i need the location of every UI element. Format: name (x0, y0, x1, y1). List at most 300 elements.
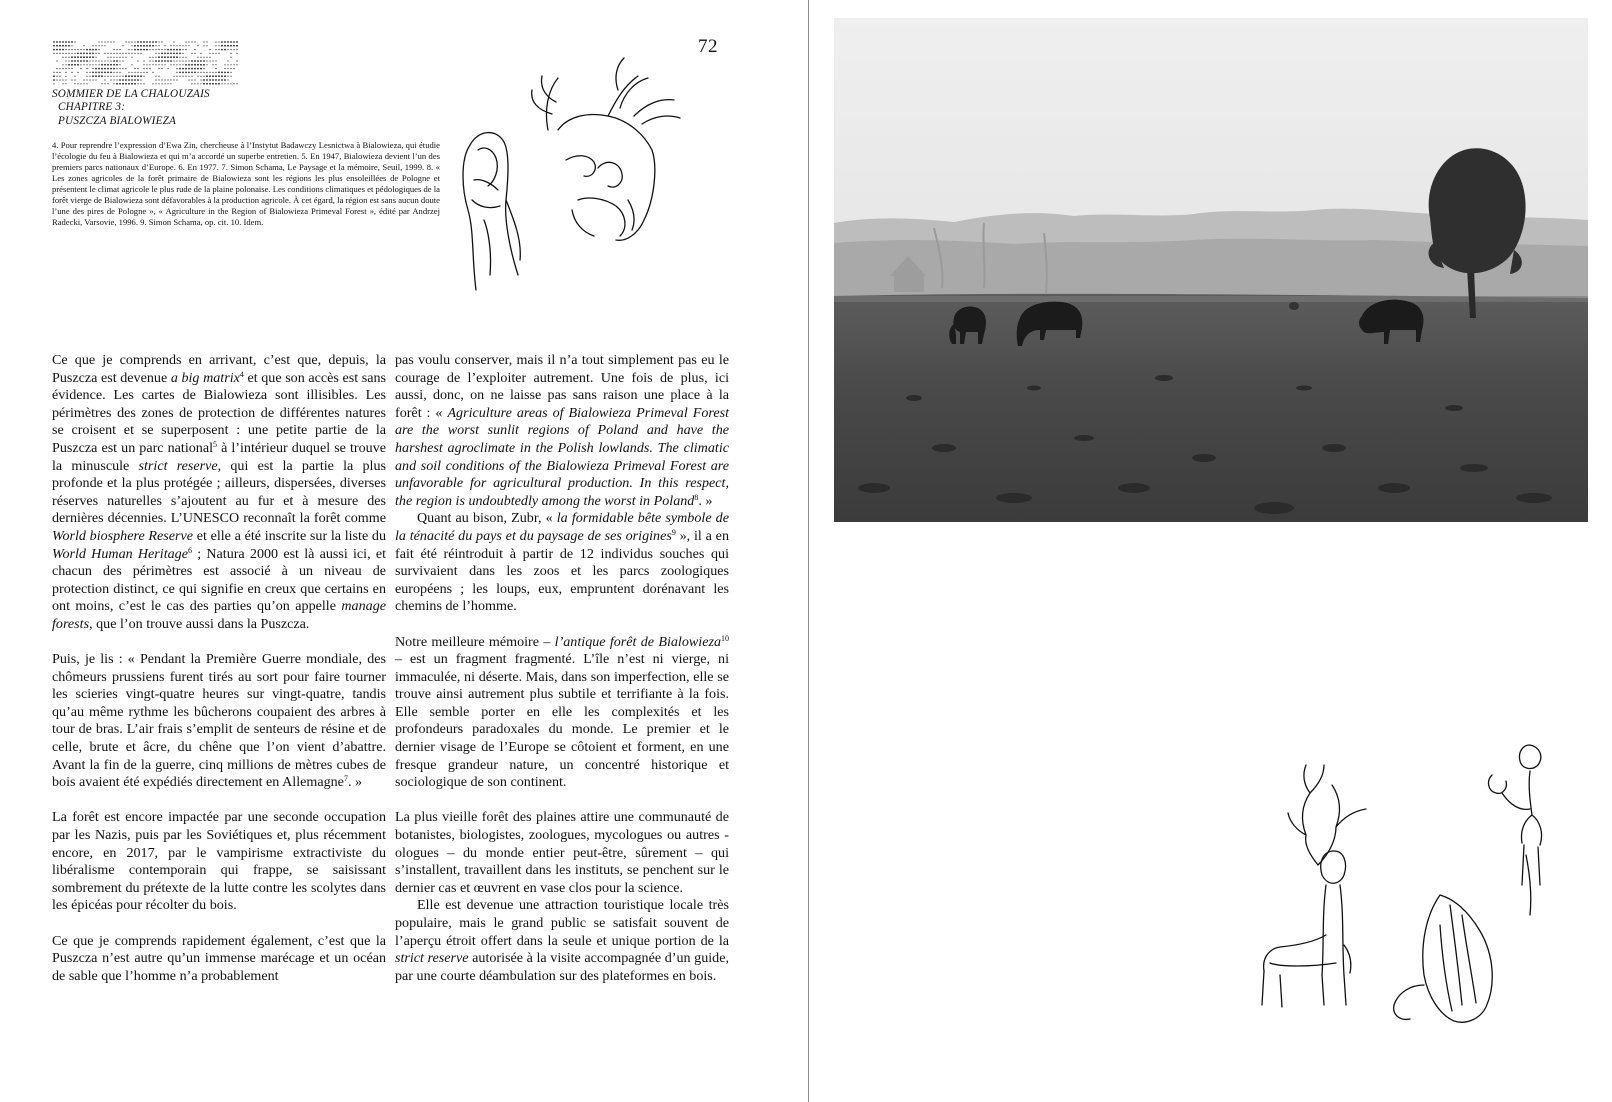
logo-dot (113, 41, 114, 42)
logo-dot (137, 49, 139, 51)
logo-dot (158, 83, 159, 84)
logo-dot (110, 64, 112, 66)
italic-run: manage forests (52, 598, 386, 632)
logo-dot (80, 49, 81, 50)
logo-dot (143, 60, 144, 61)
logo-dot (140, 41, 142, 43)
paragraph: La plus vieille forêt des plaines attire une communauté de botanistes, biologistes, zoologues, mycologues ou autres -ologues – du monde entier peut-être, sûrement – qui s’installent, travaillent dans les instituts, se penchent sur le dernier cas et œuvrent en vase clos pour la science. (395, 809, 729, 896)
logo-dot (119, 60, 120, 61)
logo-dot (101, 60, 102, 61)
logo-dot (110, 68, 112, 70)
logo-dot (113, 53, 114, 54)
logo-dot (173, 64, 174, 65)
logo-dot (122, 68, 123, 69)
logo-dot (59, 76, 60, 77)
logo-dot (176, 60, 177, 61)
logo-dot (98, 45, 99, 46)
logo-dot (71, 60, 73, 62)
logo-dot (197, 76, 198, 77)
logo-dot (125, 75, 127, 77)
logo-dot (107, 53, 108, 54)
logo-dot (128, 72, 129, 73)
logo-dot (86, 49, 88, 51)
logo-dot (74, 83, 75, 84)
logo-dot (65, 64, 66, 65)
logo-dot (206, 45, 207, 46)
logo-dot (233, 41, 235, 43)
footnotes-text: 4. Pour reprendre l’expression d’Ewa Zin, chercheuse à l’Instytut Badawczy Lesnictwa à Bialowieza, qui étudie l’écologie du feu à Bialowieza et qui m’a accordé un superbe entretien. 5. En 1947, Bialowieza devient l’un des premiers parcs nationaux d’Europe. 6. En 1977. 7. Simon Schama, Le Paysage et la mémoire, Seuil, 1999. 8. « Les zones agricoles de la forêt primaire de Bialowieza sont les régions les plus ensoleillées de Pologne et présentent le climat agricole le plus rude de la plaine polonaise. Les conditions climatiques et pédologiques de la forêt vierge de Bialowieza sont défavorables à la production agricole. À cet égard, la région est sans aucun doute l’une des pires de Pologne », « Agriculture in the Region of Bialowieza Primeval Forest », édité par Andrzej Radecki, Varsovie, 1996. 9. Simon Schama, op. cit. 10. Idem. (52, 140, 440, 227)
logo-dot (167, 49, 169, 51)
logo-dot (74, 60, 76, 62)
logo-dot (200, 68, 202, 70)
logo-dot (116, 64, 118, 66)
logo-dot (104, 72, 106, 74)
logo-dot (221, 49, 223, 51)
logo-dot (203, 79, 205, 81)
logo-dot (176, 68, 177, 69)
logo-dot (59, 41, 61, 43)
logo-dot (227, 41, 229, 43)
logo-dot (194, 83, 195, 84)
logo-dot (137, 41, 139, 43)
logo-dot (53, 41, 55, 43)
logo-dot (191, 53, 192, 54)
logo-dot (143, 64, 144, 65)
logo-dot (191, 41, 192, 42)
logo-dot (92, 45, 93, 46)
logo-dot (119, 53, 120, 54)
logo-dot (149, 68, 150, 69)
logo-dot (182, 49, 183, 50)
logo-dot (140, 75, 142, 77)
logo-dot (224, 83, 225, 84)
logo-dot (56, 72, 57, 73)
logo-dot (161, 79, 162, 80)
logo-dot (77, 60, 79, 62)
logo-dot (215, 68, 216, 69)
logo-dot (212, 75, 214, 77)
logo-dot (182, 57, 183, 58)
logo-dot (215, 79, 217, 81)
logo-dot (65, 83, 66, 84)
logo-dot (89, 76, 90, 77)
logo-dot (140, 79, 141, 80)
logo-dot (62, 64, 63, 65)
logo-dot (68, 64, 70, 66)
logo-dot (170, 56, 172, 58)
logo-dot (161, 49, 162, 50)
logo-dot (95, 60, 96, 61)
logo-dot (113, 79, 114, 80)
text-run: », il a en fait été réintroduit à partir de 12 individus souches qui survivaient dans les zoos et les parcs zoologiques européens ; les loups, eux, empruntent dorénavant les chemins de l’homme. (395, 527, 729, 615)
logo-dot (125, 83, 127, 85)
logo-dot (65, 45, 67, 47)
logo-dot (215, 64, 216, 65)
logo-dot (149, 41, 151, 43)
logo-dot (191, 76, 192, 77)
logo-dot (110, 57, 111, 58)
logo-dot (167, 79, 168, 80)
logo-dot (215, 75, 217, 77)
logo-dot (53, 53, 54, 54)
logo-dot (224, 49, 226, 51)
logo-dot (143, 45, 145, 47)
logo-dot (92, 68, 93, 69)
logo-dot (137, 60, 138, 61)
logo-dot (98, 75, 100, 77)
logo-dot (128, 83, 130, 85)
logo-dot (185, 57, 186, 58)
logo-dot (110, 53, 111, 54)
logo-dot (143, 83, 144, 84)
logo-dot (71, 53, 72, 54)
logo-dot (71, 45, 72, 46)
logo-dot (221, 83, 222, 84)
logo-dot (95, 53, 96, 54)
logo-dot (107, 41, 108, 42)
logo-dot (86, 79, 87, 80)
text-run: pas voulu conserver, mais il n’a tout simplement pas eu le courage de l’exploiter autrement. Une fois de plus, ici aussi, donc, on ne laisse pas sans raison une place à la forêt : « (395, 352, 729, 421)
logo-dot (188, 68, 190, 70)
logo-dot (74, 53, 75, 54)
logo-dot (161, 68, 162, 69)
logo-dot (152, 41, 154, 43)
logo-dot (110, 41, 111, 42)
logo-dot (176, 64, 177, 65)
logo-dot (152, 72, 153, 73)
chapter-header (52, 88, 210, 128)
logo-dot (203, 83, 205, 85)
logo-dot (158, 60, 160, 62)
logo-dot (89, 56, 91, 58)
logo-dot (203, 45, 204, 46)
moose-face-sketch-icon (448, 50, 708, 305)
logo-dot (140, 45, 142, 47)
logo-dot (191, 79, 192, 80)
footnote-ref: 9 (671, 527, 676, 537)
logo-dot (113, 64, 115, 66)
logo-dot (68, 45, 70, 47)
text-run: – est un fragment fragmenté. L’île n’est ni vierge, ni immaculée, ni déserte. Mais, dans son imperfection, elle se trouve ainsi autrement plus subtile et terrifiante à la fois. Elle semble porter en elle les complexités et les profondeurs paradoxales du monde. Le premier et le dernier visage de l’Europe se côtoient et forment, en une fresque grandeur nature, un concentré historique et sociologique de son continent. (395, 651, 729, 791)
logo-dot (107, 76, 108, 77)
logo-dot (53, 49, 55, 51)
logo-dot (134, 68, 135, 69)
logo-dot (104, 60, 105, 61)
logo-dot (101, 64, 103, 66)
logo-dot (74, 56, 76, 58)
logo-dot (236, 49, 237, 50)
logo-dot (98, 72, 100, 74)
logo-dot (191, 60, 193, 62)
logo-dot (167, 83, 168, 84)
logo-dot (104, 64, 106, 66)
logo-dot (197, 72, 198, 73)
logo-dot (107, 64, 109, 66)
logo-dot (53, 72, 54, 73)
logo-dot (92, 72, 94, 74)
logo-dot (116, 57, 117, 58)
logo-dot (98, 64, 99, 65)
logo-dot (65, 49, 66, 50)
logo-dot (203, 64, 205, 66)
logo-dot (59, 49, 61, 51)
logo-dot (155, 57, 156, 58)
logo-dot (191, 83, 192, 84)
logo-dot (56, 76, 57, 77)
footnotes (52, 140, 440, 228)
logo-dot (155, 79, 156, 80)
footnote-ref: 4 (239, 369, 244, 379)
logo-dot (92, 56, 94, 58)
logo-dot (203, 57, 204, 58)
logo-dot (86, 56, 88, 58)
logo-dot (185, 45, 186, 46)
footnote-ref: 6 (187, 545, 192, 555)
logo-dot (164, 56, 166, 58)
logo-dot (152, 64, 153, 65)
logo-dot (176, 45, 177, 46)
logo-dot (158, 53, 159, 54)
logo-dot (137, 79, 139, 81)
paragraph (395, 352, 729, 510)
logo-dot (227, 83, 228, 84)
logo-dot (206, 79, 208, 81)
logo-dot (194, 79, 195, 80)
logo-dot (158, 56, 160, 58)
logo-dot (131, 72, 132, 73)
logo-dot (221, 75, 223, 77)
logo-dot (149, 60, 150, 61)
logo-dot (80, 83, 81, 84)
logo-dot (200, 64, 202, 66)
logo-dot (194, 49, 195, 50)
logo-dot (143, 68, 144, 69)
logo-dot (80, 60, 82, 62)
logo-dot (158, 76, 159, 77)
logo-dot (71, 72, 72, 73)
logo-dot (101, 83, 102, 84)
logo-dot (236, 60, 237, 61)
italic-run: strict reserve (138, 457, 218, 474)
text-run: Elle est devenue une attraction touristique locale très populaire, mais le grand public se satisfait souvent de l’aperçu étroit offert dans la seule et unique portion de la (395, 897, 729, 949)
logo-dot (98, 53, 99, 54)
logo-dot (197, 64, 199, 66)
logo-dot (68, 53, 69, 54)
logo-dot (137, 45, 139, 47)
logo-dot (227, 76, 228, 77)
text-column-2 (395, 352, 729, 985)
header-line-chapter: CHAPITRE 3: (58, 101, 126, 114)
logo-dot (197, 45, 198, 46)
logo-dot (62, 49, 64, 51)
paragraph (395, 897, 729, 985)
logo-dot (116, 49, 117, 50)
italic-run: Agriculture areas of Bialowieza Primeval Forest are the worst sunlit regions of Poland and have the harshest agroclimate in the Polish lowlands. The climatic and soil conditions of the Bialowieza Primeval Forest are unfavorable for agricultural production. In this respect, the region is undoubtedly among the worst in Poland (395, 404, 729, 509)
logo-dot (155, 45, 156, 46)
logo-dot (56, 79, 57, 80)
logo-dot (233, 68, 234, 69)
logo-dot (86, 60, 88, 62)
logo-dot (188, 60, 189, 61)
logo-dot (233, 49, 234, 50)
logo-dot (137, 68, 138, 69)
logo-dot (92, 79, 93, 80)
logo-dot (113, 83, 114, 84)
italic-run: la formidable bête symbole de la ténacité du pays et du paysage de ses origines (395, 510, 729, 544)
logo-dot (89, 53, 91, 55)
logo-dot (176, 56, 178, 58)
logo-dot (62, 53, 63, 54)
dotted-wordmark-icon (52, 40, 240, 88)
logo-dot (131, 79, 133, 81)
logo-dot (215, 49, 216, 50)
logo-dot (200, 83, 201, 84)
logo-dot (134, 41, 135, 42)
logo-dot (128, 79, 130, 81)
logo-dot (104, 83, 105, 84)
footnote-ref: 8 (694, 492, 699, 502)
logo-dot (209, 53, 210, 54)
paragraph: Ce que je comprends rapidement également, c’est que la Puszcza n’est autre qu’un immense marécage et un océan de sable que l’homme n’a probablement (52, 932, 386, 984)
logo-dot (128, 53, 129, 54)
logo-dot (59, 68, 60, 69)
logo-dot (125, 41, 126, 42)
logo-dot (122, 60, 123, 61)
logo-dot (194, 41, 195, 42)
logo-dot (119, 72, 120, 73)
logo-dot (128, 49, 129, 50)
logo-dot (149, 49, 150, 50)
logo-dot (209, 83, 211, 85)
paragraph (52, 651, 386, 792)
logo-dot (146, 64, 147, 65)
logo-dot (113, 68, 115, 70)
logo-dot (176, 49, 178, 51)
logo-dot (203, 41, 204, 42)
logo-dot (170, 83, 171, 84)
logo-dot (56, 49, 58, 51)
logo-dot (146, 45, 148, 47)
logo-dot (86, 83, 87, 84)
logo-dot (164, 79, 165, 80)
logo-dot (206, 60, 207, 61)
italic-run: strict reserve (395, 950, 469, 967)
logo-dot (134, 53, 135, 54)
logo-dot (113, 57, 114, 58)
logo-dot (152, 83, 153, 84)
logo-dot (101, 68, 103, 70)
logo-dot (155, 53, 156, 54)
logo-dot (56, 60, 57, 61)
logo-dot (158, 79, 159, 80)
logo-dot (233, 45, 235, 47)
text-run: . » (698, 492, 713, 509)
logo-dot (83, 53, 85, 55)
logo-dot (71, 68, 72, 69)
logo-dot (143, 76, 144, 77)
text-run: . » (347, 774, 363, 791)
logo-dot (152, 57, 153, 58)
logo-dot (59, 45, 61, 47)
logo-dot (182, 60, 183, 61)
logo-dot (95, 68, 97, 70)
logo-dot (194, 60, 196, 62)
logo-dot (137, 83, 138, 84)
logo-dot (179, 60, 180, 61)
logo-dot (86, 64, 87, 65)
logo-dot (191, 68, 193, 70)
logo-dot (107, 72, 109, 74)
logo-dot (203, 68, 204, 69)
logo-dot (182, 68, 184, 70)
logo-dot (215, 41, 216, 42)
logo-dot (227, 72, 229, 74)
logo-dot (224, 68, 225, 69)
logo-dot (101, 45, 102, 46)
logo-dot (116, 53, 117, 54)
logo-dot (53, 45, 55, 47)
logo-dot (116, 79, 117, 80)
logo-dot (218, 49, 219, 50)
logo-dot (197, 68, 199, 70)
logo-dot (65, 68, 66, 69)
logo-dot (131, 49, 132, 50)
logo-dot (83, 49, 84, 50)
text-run: et que son accès est sans évidence. Les cartes de Bialowieza sont illisibles. Les périmètres des zones de protection de différentes natures se croisent et se superposent : une petite partie de la Puszcza est un parc national (52, 369, 387, 456)
logo-dot (155, 83, 156, 84)
logo-dot (155, 41, 157, 43)
logo-dot (164, 60, 166, 62)
logo-dot (56, 68, 57, 69)
logo-dot (122, 45, 123, 46)
logo-dot (71, 79, 72, 80)
logo-dot (221, 72, 223, 74)
footnote-ref: 7 (343, 774, 348, 784)
logo-dot (182, 64, 183, 65)
logo-dot (68, 57, 69, 58)
paragraph: La forêt est encore impactée par une seconde occupation par les Nazis, puis par les Soviétiques et, plus récemment encore, en 2017, par le vampirisme extractiviste du libéralisme contemporain qui frappe, se saisissant sombrement du prétexte de la lutte contre les scolytes dans les épicéas pour récolter du bois. (52, 809, 386, 914)
logo-dot (101, 41, 102, 42)
logo-dot (194, 72, 196, 74)
logo-dot (71, 41, 73, 43)
logo-dot (218, 53, 219, 54)
logo-dot (218, 79, 220, 81)
logo-dot (179, 76, 180, 77)
logo-dot (77, 53, 79, 55)
logo-dot (143, 72, 144, 73)
logo-dot (170, 45, 171, 46)
logo-dot (59, 72, 60, 73)
logo-dot (113, 60, 115, 62)
logo-dot (215, 83, 217, 85)
logo-dot (95, 49, 97, 51)
logo-dot (119, 49, 120, 50)
logo-dot (131, 53, 132, 54)
text-run: et elle a été inscrite sur la liste du (193, 527, 386, 544)
logo-dot (128, 41, 129, 42)
logo-dot (161, 83, 162, 84)
logo-dot (230, 49, 231, 50)
logo-dot (110, 76, 111, 77)
logo-dot (179, 72, 181, 74)
logo-dot (77, 56, 79, 58)
logo-dot (53, 79, 55, 81)
logo-dot (203, 72, 204, 73)
logo-dot (65, 79, 66, 80)
logo-dot (161, 56, 163, 58)
logo-dot (83, 56, 85, 58)
logo-dot (101, 72, 103, 74)
